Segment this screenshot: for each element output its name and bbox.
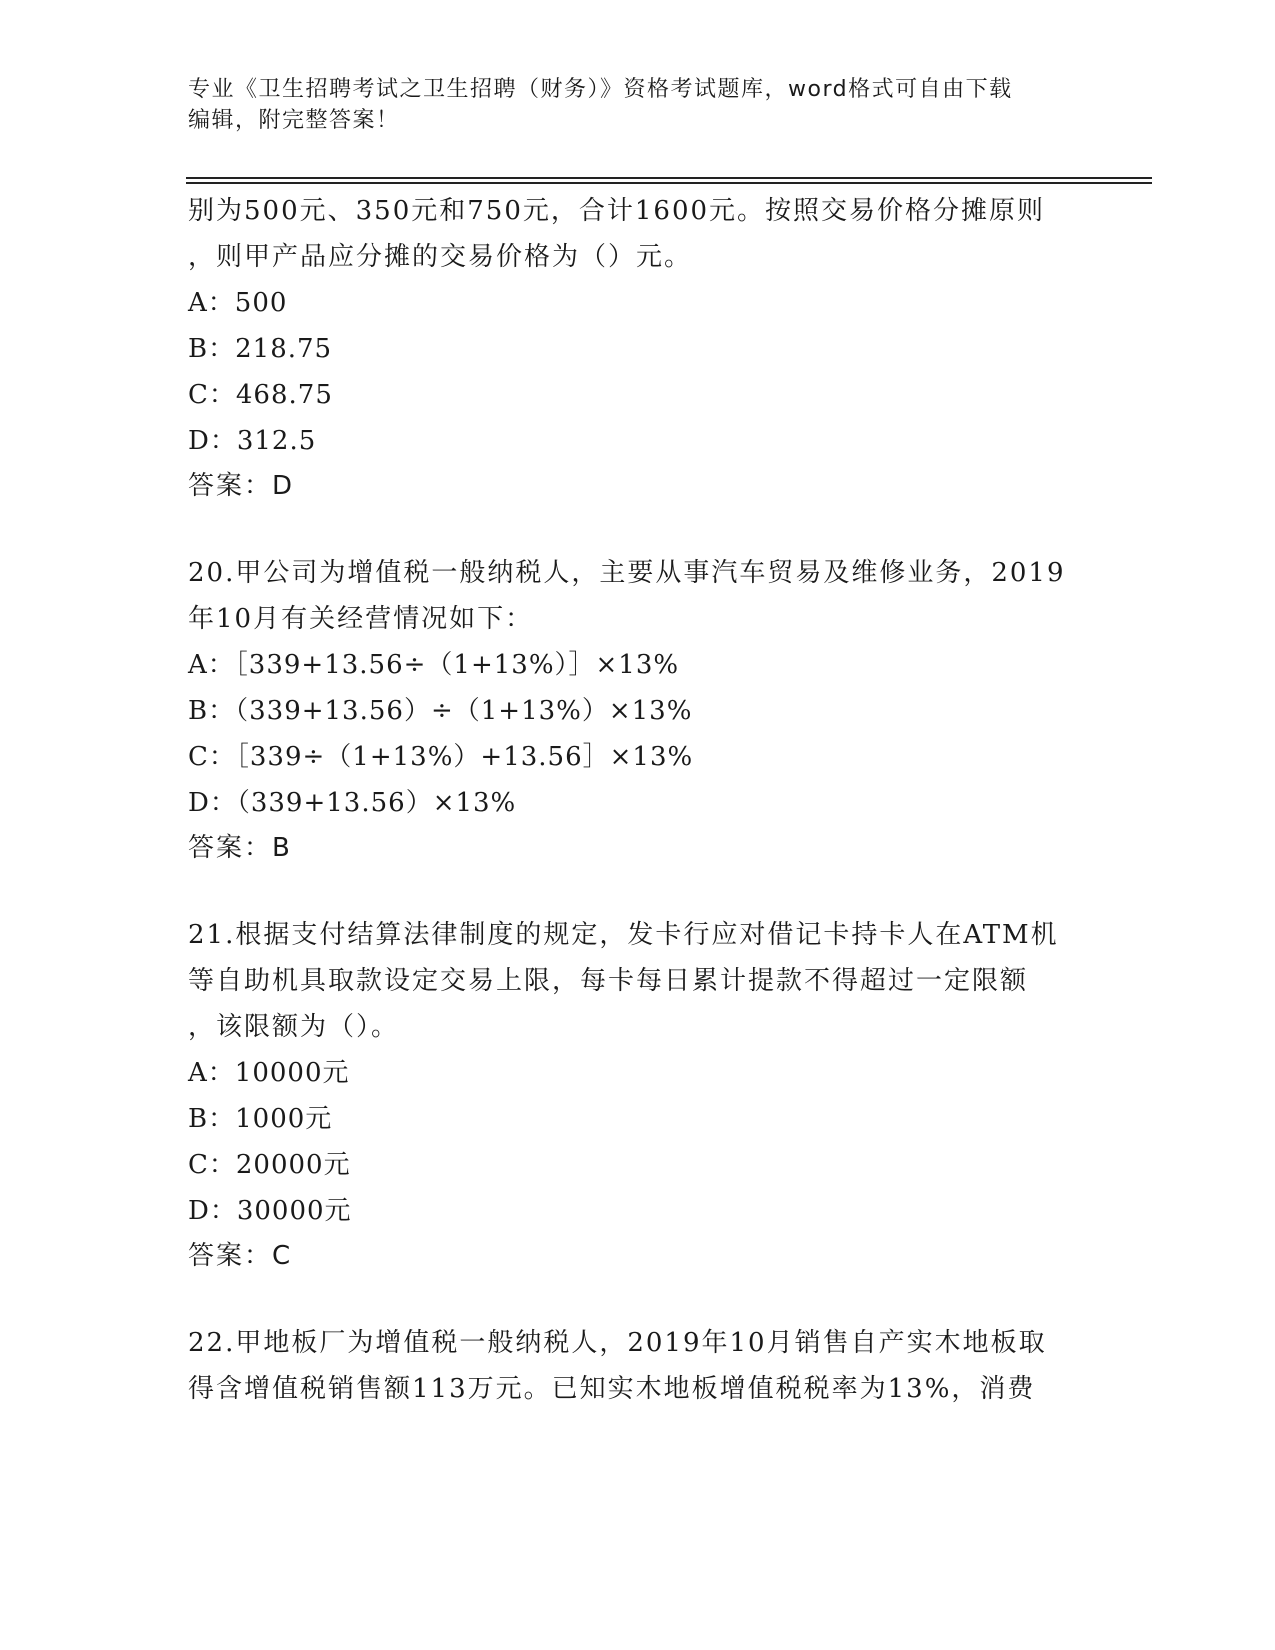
question-stem-line: 21.根据支付结算法律制度的规定，发卡行应对借记卡持卡人在ATM机	[188, 920, 1059, 950]
option-c: C：［339÷（1+13%）+13.56］×13%	[188, 742, 694, 772]
spacer	[188, 1278, 1088, 1320]
option-c: C：20000元	[188, 1150, 351, 1180]
question-stem-line: ，该限额为（）。	[188, 1012, 400, 1042]
question-stem-line: ，则甲产品应分摊的交易价格为（）元。	[188, 242, 693, 272]
option-b: B：（339+13.56）÷（1+13%）×13%	[188, 696, 693, 726]
header-line-1: 专业《卫生招聘考试之卫生招聘（财务）》资格考试题库，word格式可自由下载	[188, 77, 1013, 102]
answer-line: 答案：D	[188, 471, 295, 501]
header-line-2: 编辑，附完整答案！	[188, 108, 400, 133]
header-rule-bottom	[186, 182, 1152, 184]
option-d: D：（339+13.56）×13%	[188, 788, 517, 818]
header-rule-top	[186, 177, 1152, 179]
document-body	[188, 188, 1088, 1412]
question-stem-line: 得含增值税销售额113万元。已知实木地板增值税税率为13%，消费	[188, 1374, 1036, 1404]
spacer	[188, 508, 1088, 550]
question-stem-line: 年10月有关经营情况如下：	[188, 604, 534, 634]
option-a: A：［339+13.56÷（1+13%）］×13%	[188, 650, 680, 680]
option-a: A：500	[188, 288, 288, 318]
answer-line: 答案：B	[188, 833, 292, 863]
option-c: C：468.75	[188, 380, 333, 410]
question-stem-line: 22.甲地板厂为增值税一般纳税人，2019年10月销售自产实木地板取	[188, 1328, 1047, 1358]
option-d: D：312.5	[188, 426, 317, 456]
spacer	[188, 870, 1088, 912]
option-b: B：218.75	[188, 334, 333, 364]
answer-line: 答案：C	[188, 1241, 293, 1271]
question-20	[188, 550, 1088, 870]
option-d: D：30000元	[188, 1196, 352, 1226]
question-stem-line: 等自助机具取款设定交易上限，每卡每日累计提款不得超过一定限额	[188, 966, 1029, 996]
document-header	[188, 74, 1068, 136]
question-22	[188, 1320, 1088, 1412]
question-19	[188, 188, 1088, 508]
question-21	[188, 912, 1088, 1278]
question-stem-line: 20.甲公司为增值税一般纳税人，主要从事汽车贸易及维修业务，2019	[188, 558, 1066, 588]
option-b: B：1000元	[188, 1104, 333, 1134]
option-a: A：10000元	[188, 1058, 350, 1088]
question-stem-line: 别为500元、350元和750元，合计1600元。按照交易价格分摊原则	[188, 196, 1046, 226]
